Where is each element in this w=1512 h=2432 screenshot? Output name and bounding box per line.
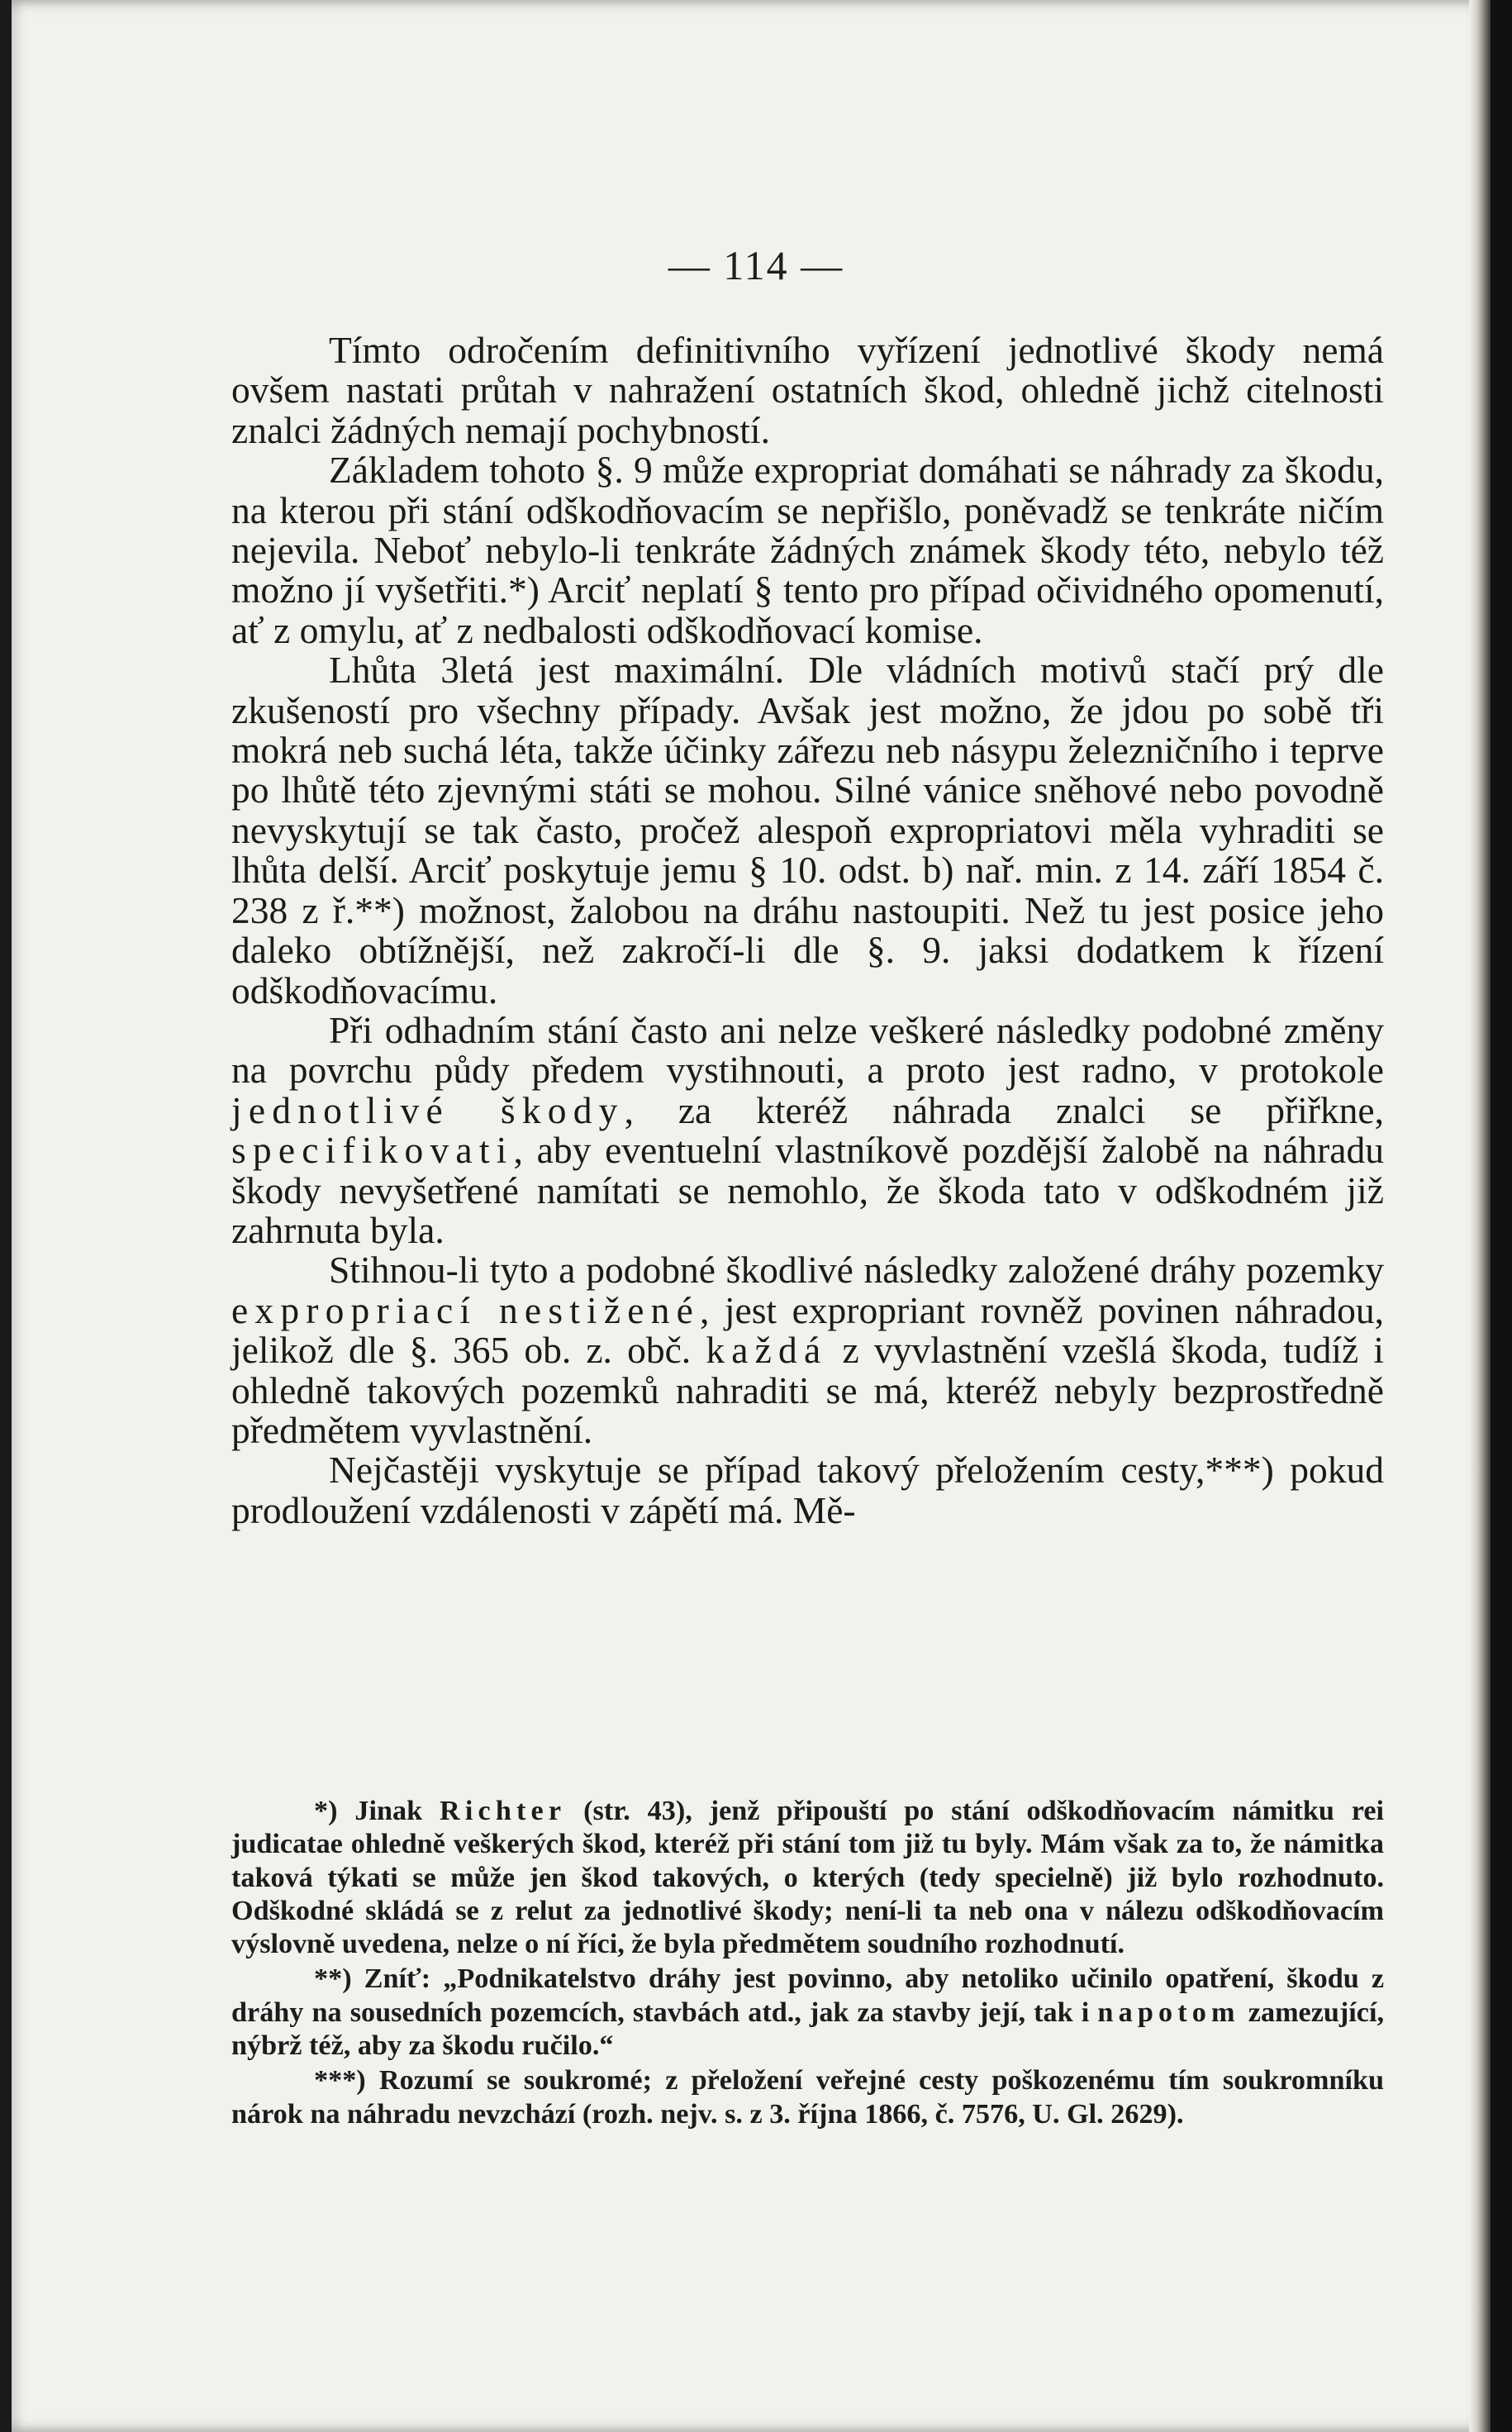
footnote-3: ***) Rozumí se soukromé; z přeložení veřejné cesty poškozenému tím soukromníku nárok na náhradu nevzchází (rozh. nejv. s. z 3. října 1866, č. 7576, U. Gl. 2629). [231,2065,1384,2130]
paragraph-3: Lhůta 3letá jest maximální. Dle vládních motivů stačí prý dle zkušeností pro všechny případy. Avšak jest možno, že jdou po sobě tři mokrá neb suchá léta, takže účinky zářezu neb násypu železničního i teprve po lhůtě této zjevnými státi se mohou. Silné vánice sněhové nebo povodně nevyskytují se tak často, pročež alespoň expropriatovi měla vyhraditi se lhůta delší. Arciť poskytuje jemu § 10. odst. b) nař. min. z 14. září 1854 č. 238 z ř.**) možnost, žalobou na dráhu nastoupiti. Než tu jest posice jeho daleko obtížnější, než zakročí-li dle §. 9. jaksi dodatkem k řízení odškodňovacímu. [231,649,1384,1011]
footnote-2 [231,1963,1384,2063]
paragraph-4-part-e: , aby eventuelní vlastníkově pozdější žalobě na náhradu škody nevyšetřené namítati se nemohlo, že škoda tato v odškodném již zahrnuta byla. [231,1129,1384,1251]
paragraph-4-part-c: , za kteréž náhrada znalci se přiřkne, [624,1088,1384,1131]
main-text [231,331,1384,1530]
paragraph-5-part-a: Stihnou-li tyto a podobné škodlivé následky založené dráhy pozemky [329,1249,1384,1292]
paragraph-5-part-e: z vyvlastnění vzešlá škoda, tudíž i ohledně takových pozemků nahraditi se má, kteréž nebyly bezprostředně předmětem vyvlastnění. [231,1329,1385,1451]
paragraph-6: Nejčastěji vyskytuje se případ takový přeložením cesty,***) pokud prodloužení vzdálenosti v zápětí má. Mě- [231,1449,1384,1531]
spaced-name-richter: Richter [440,1796,567,1826]
footnotes [231,1795,1384,2133]
paragraph-5-part-c: , jest expropriant rovněž povinen náhradou, jelikož dle §. 365 ob. z. obč. [231,1288,1384,1372]
footnote-1 [231,1795,1384,1961]
spaced-emphasis-kazda: každá [706,1329,828,1372]
paragraph-4 [231,1008,1384,1251]
paragraph-2: Základem tohoto §. 9 může expropriat domáhati se náhrady za škodu, na kterou při stání odškodňovacím se nepřišlo, poněvadž se tenkráte ničím nejevila. Neboť nebylo-li tenkráte žádných známek škody této, nebylo též možno jí vyšetřiti.*) Arciť neplatí § tento pro případ očividného opomenutí, ať z omylu, ať z nedbalosti odškodňovací komise. [231,449,1384,651]
spaced-emphasis-napotom: napotom [1097,1997,1240,2028]
paragraph-4-part-a: Při odhadním stání často ani nelze veškeré následky podobné změny na povrchu půdy předem vystihnouti, a proto jest radno, v protokole [231,1008,1384,1092]
footnote-2-part-a: **) Zníť: „Podnikatelstvo dráhy jest povinno, aby netoliko učinilo opatření, škodu z dráhy na sousedních pozemcích, stavbách atd., jak za stavby její, tak i [231,1963,1384,2028]
page-edge-shadow [1469,0,1491,2432]
paragraph-5 [231,1250,1384,1450]
scan-border-left [0,0,12,2432]
footnote-2-part-c: zamezující, nýbrž též, aby za škodu ručilo.“ [231,1997,1385,2062]
spaced-emphasis-expropriaci-nestizene: expropriací nestižené [231,1288,700,1331]
footnote-1-part-a: *) Jinak [314,1796,423,1826]
spaced-emphasis-specifikovati: specifikovati [231,1129,514,1172]
footnote-1-part-c: (str. 43), jenž připouští po stání odškodňovacím námitku rei judicatae ohledně veškerých škod, kteréž při stání tom již tu byly. Mám však za to, že námitka taková týkati se může jen škod takových, o kterých (tedy specielně) již bylo rozhodnuto. Odškodné skládá se z relut za jednotlivé škody; není-li ta neb ona v nálezu odškodňovacím výslovně uvedena, nelze o ní říci, že byla předmětem soudního rozhodnutí. [231,1796,1384,1960]
page-number: — 114 — [668,242,844,288]
spaced-emphasis-jednotlive-skody: jednotlivé škody [231,1088,625,1131]
paragraph-1: Tímto odročením definitivního vyřízení jednotlivé škody nemá ovšem nastati průtah v nahražení ostatních škod, ohledně jichž citelnosti znalci žádných nemají pochybností. [231,329,1384,451]
